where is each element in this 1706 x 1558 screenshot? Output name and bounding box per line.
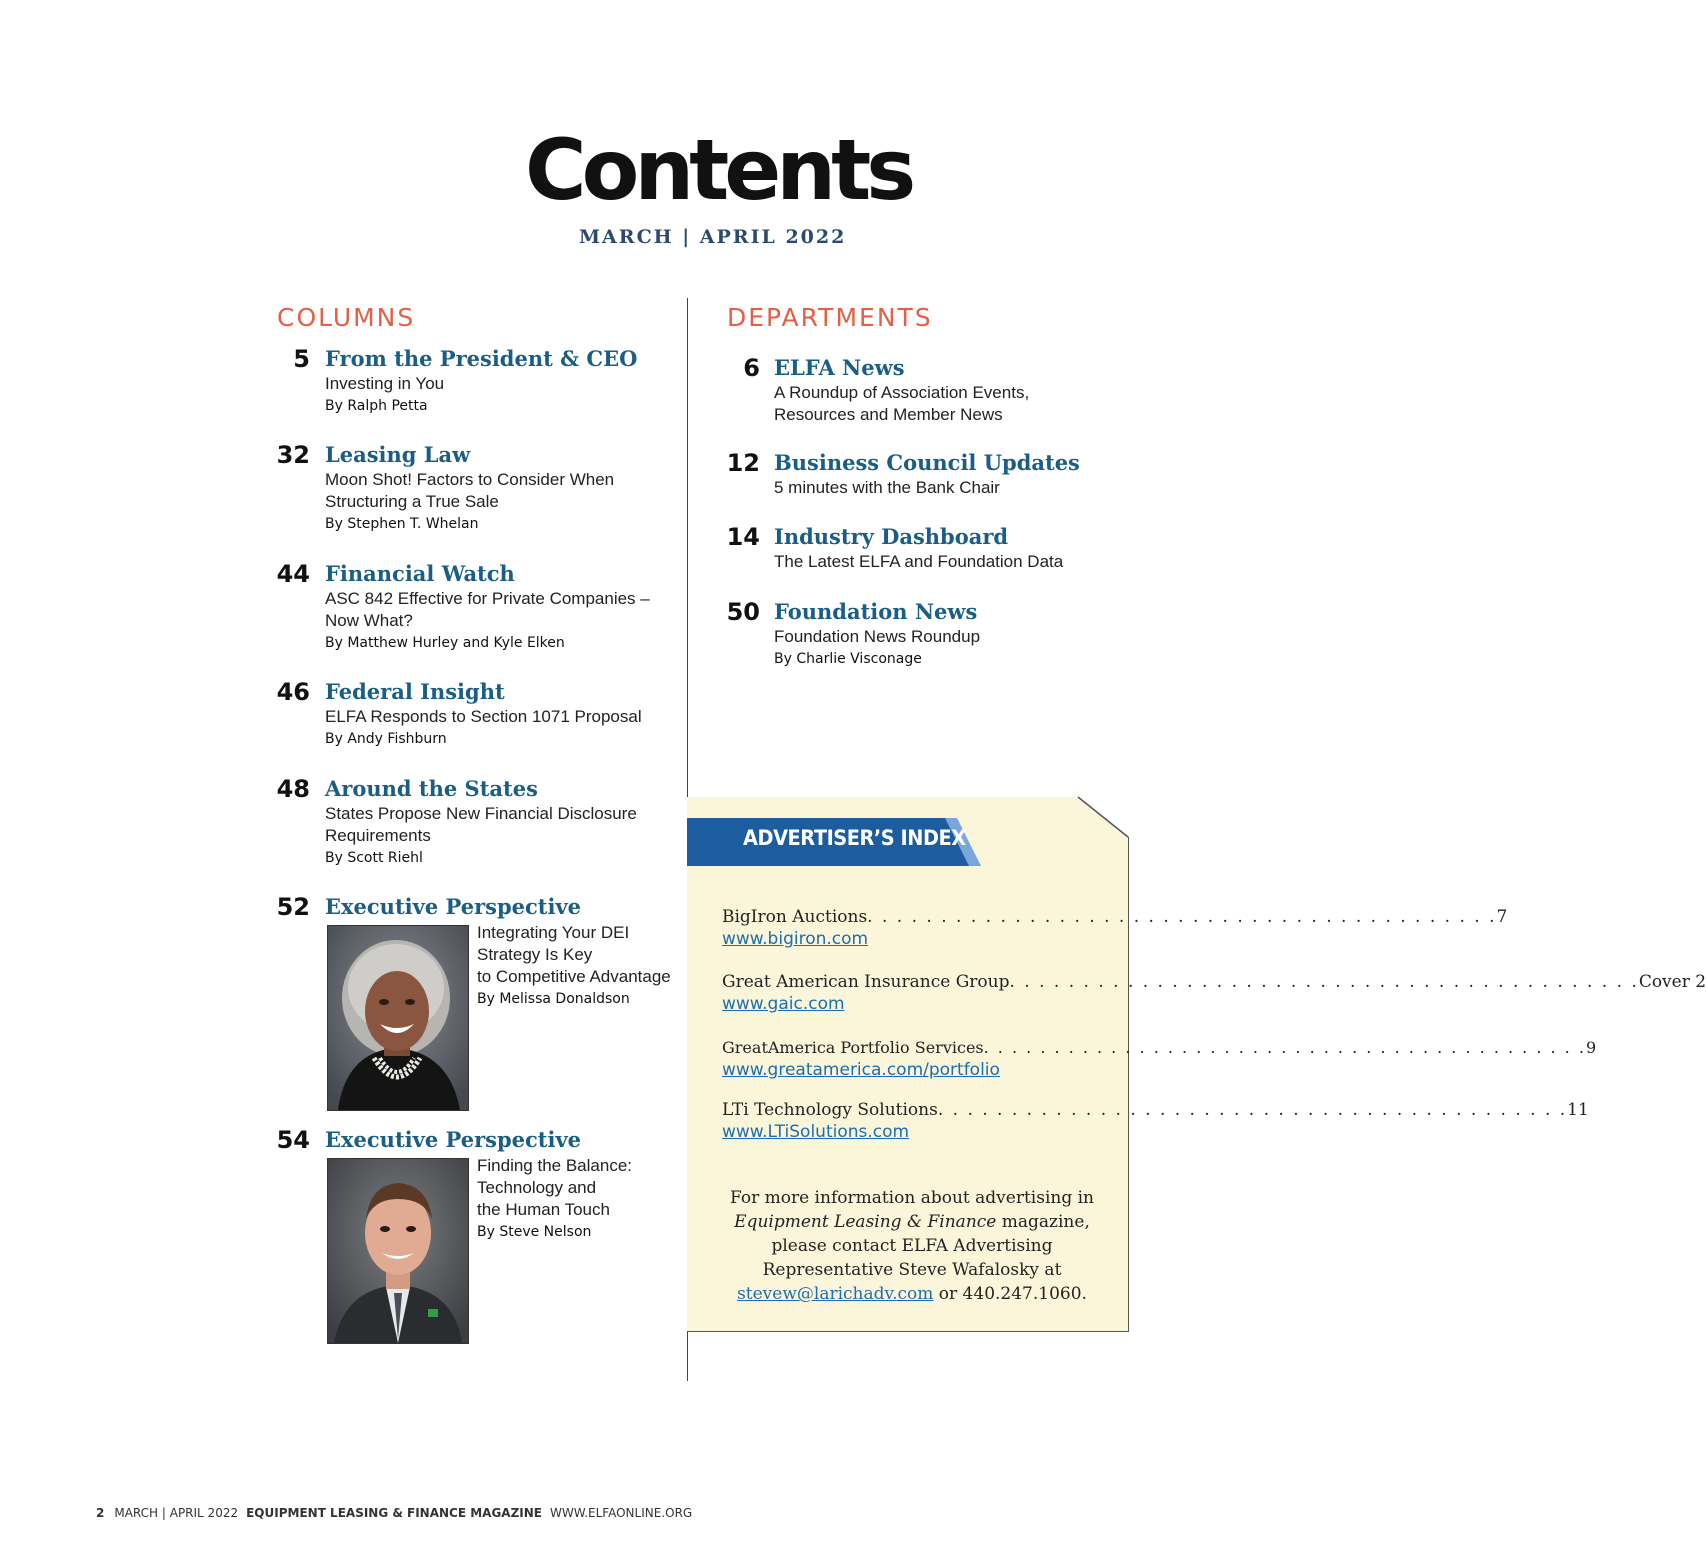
advertisers-index-title: ADVERTISER’S INDEX — [743, 826, 966, 850]
magazine-name: Equipment Leasing & Finance — [734, 1212, 997, 1232]
page-number: 14 — [726, 523, 760, 551]
entry-title[interactable]: Industry Dashboard — [774, 524, 1009, 549]
info-line — [712, 1210, 1112, 1234]
author-photo-steve-nelson — [327, 1158, 469, 1344]
page-number: 44 — [276, 560, 310, 588]
advertiser-page: 9 — [1585, 1038, 1597, 1057]
contact-phone: or 440.247.1060. — [933, 1284, 1087, 1304]
entry-title[interactable]: From the President & CEO — [325, 346, 638, 371]
toc-entry-executive-perspective-54-text — [477, 1155, 632, 1243]
advertising-contact-info — [712, 1186, 1112, 1306]
page-number: 32 — [276, 441, 310, 469]
entry-title[interactable]: Business Council Updates — [774, 450, 1080, 475]
entry-byline: By Steve Nelson — [477, 1224, 592, 1240]
entry-subtitle: ASC 842 Effective for Private Companies – — [325, 589, 650, 608]
entry-subtitle: Technology and — [477, 1178, 597, 1197]
page-number: 52 — [276, 893, 310, 921]
entry-subtitle: Strategy Is Key — [477, 945, 593, 964]
departments-heading: DEPARTMENTS — [727, 303, 933, 332]
entry-byline: By Stephen T. Whelan — [325, 516, 479, 532]
info-line: please contact ELFA Advertising — [771, 1236, 1053, 1256]
advertiser-link[interactable]: www.LTiSolutions.com — [722, 1122, 910, 1142]
advertiser-name: LTi Technology Solutions — [722, 1100, 938, 1120]
page-number: 48 — [276, 775, 310, 803]
page-number: 46 — [276, 678, 310, 706]
author-photo-melissa-donaldson — [327, 925, 469, 1111]
advertiser-entry — [722, 1099, 1589, 1143]
entry-subtitle: Finding the Balance: — [477, 1156, 632, 1175]
info-line: Representative Steve Wafalosky at — [762, 1260, 1062, 1280]
leader-dots: . . . . . . . . . . . . . . . . . . . . . . . . . . . . . . . . . . . . . . . . . . . — [1009, 972, 1639, 992]
advertiser-link[interactable]: www.greatamerica.com/portfolio — [722, 1060, 1000, 1080]
entry-title[interactable]: Foundation News — [774, 599, 978, 624]
entry-byline: By Andy Fishburn — [325, 731, 447, 747]
entry-subtitle: The Latest ELFA and Foundation Data — [774, 552, 1064, 571]
advertiser-name: BigIron Auctions — [722, 907, 868, 927]
page-number: 54 — [276, 1126, 310, 1154]
page-number: 6 — [743, 354, 760, 382]
entry-subtitle: States Propose New Financial Disclosure — [325, 804, 637, 823]
info-line — [712, 1282, 1112, 1306]
entry-title[interactable]: Around the States — [325, 776, 538, 801]
entry-title[interactable]: Leasing Law — [325, 442, 471, 467]
entry-subtitle: Foundation News Roundup — [774, 627, 981, 646]
page-number: 12 — [726, 449, 760, 477]
contact-email-link[interactable]: stevew@larichadv.com — [737, 1284, 934, 1304]
entry-byline: By Matthew Hurley and Kyle Elken — [325, 635, 565, 651]
entry-byline: By Melissa Donaldson — [477, 991, 630, 1007]
entry-subtitle: the Human Touch — [477, 1200, 610, 1219]
advertiser-page: 7 — [1496, 907, 1508, 927]
page-number: 5 — [293, 345, 310, 373]
advertiser-entry — [722, 971, 1706, 1015]
page-footer — [96, 1506, 692, 1520]
advertiser-name: GreatAmerica Portfolio Services — [722, 1038, 984, 1057]
leader-dots: . . . . . . . . . . . . . . . . . . . . . . . . . . . . . . . . . . . . . . . . . . . — [937, 1100, 1568, 1120]
entry-title[interactable]: Financial Watch — [325, 561, 515, 586]
info-text: magazine, — [996, 1212, 1090, 1232]
info-line: For more information about advertising in — [729, 1188, 1095, 1208]
leader-dots: . . . . . . . . . . . . . . . . . . . . . . . . . . . . . . . . . . . . . . . . . . . — [867, 907, 1497, 927]
entry-title[interactable]: Executive Perspective — [325, 1127, 582, 1152]
footer-website[interactable]: WWW.ELFAONLINE.ORG — [550, 1506, 693, 1520]
advertiser-page: Cover 2 — [1638, 972, 1706, 992]
entry-subtitle: ELFA Responds to Section 1071 Proposal — [325, 707, 642, 726]
advertiser-link[interactable]: www.gaic.com — [722, 994, 845, 1014]
page-number: 50 — [726, 598, 760, 626]
entry-subtitle: Integrating Your DEI — [477, 923, 630, 942]
footer-page-number: 2 — [96, 1506, 105, 1520]
entry-title[interactable]: Federal Insight — [325, 679, 505, 704]
columns-heading: COLUMNS — [277, 303, 416, 332]
leader-dots: . . . . . . . . . . . . . . . . . . . . . . . . . . . . . . . . . . . . . . . . . . . — [983, 1038, 1586, 1057]
entry-subtitle: 5 minutes with the Bank Chair — [774, 478, 1000, 497]
advertiser-link[interactable]: www.bigiron.com — [722, 929, 869, 949]
entry-subtitle: Moon Shot! Factors to Consider When — [325, 470, 615, 489]
panel-corner-fold — [1078, 796, 1130, 838]
toc-entry-executive-perspective-52-text — [477, 922, 671, 1010]
advertiser-entry — [722, 1037, 1597, 1081]
entry-subtitle: Requirements — [325, 826, 431, 845]
advertiser-page: 11 — [1567, 1100, 1589, 1120]
advertiser-name: Great American Insurance Group — [722, 972, 1010, 992]
entry-subtitle: Now What? — [325, 611, 413, 630]
entry-byline: By Scott Riehl — [325, 850, 423, 866]
advertiser-entry — [722, 906, 1508, 950]
entry-byline: By Charlie Visconage — [774, 651, 922, 667]
page-title: Contents — [525, 121, 912, 219]
entry-subtitle: Structuring a True Sale — [325, 492, 499, 511]
entry-title[interactable]: Executive Perspective — [325, 894, 582, 919]
entry-subtitle: Resources and Member News — [774, 405, 1003, 424]
issue-date: MARCH | APRIL 2022 — [579, 226, 847, 248]
entry-title[interactable]: ELFA News — [774, 355, 905, 380]
footer-issue: MARCH | APRIL 2022 — [114, 1506, 239, 1520]
entry-subtitle: to Competitive Advantage — [477, 967, 671, 986]
entry-subtitle: A Roundup of Association Events, — [774, 383, 1030, 402]
entry-byline: By Ralph Petta — [325, 398, 428, 414]
footer-magazine: EQUIPMENT LEASING & FINANCE MAGAZINE — [246, 1506, 542, 1520]
entry-subtitle: Investing in You — [325, 374, 445, 393]
